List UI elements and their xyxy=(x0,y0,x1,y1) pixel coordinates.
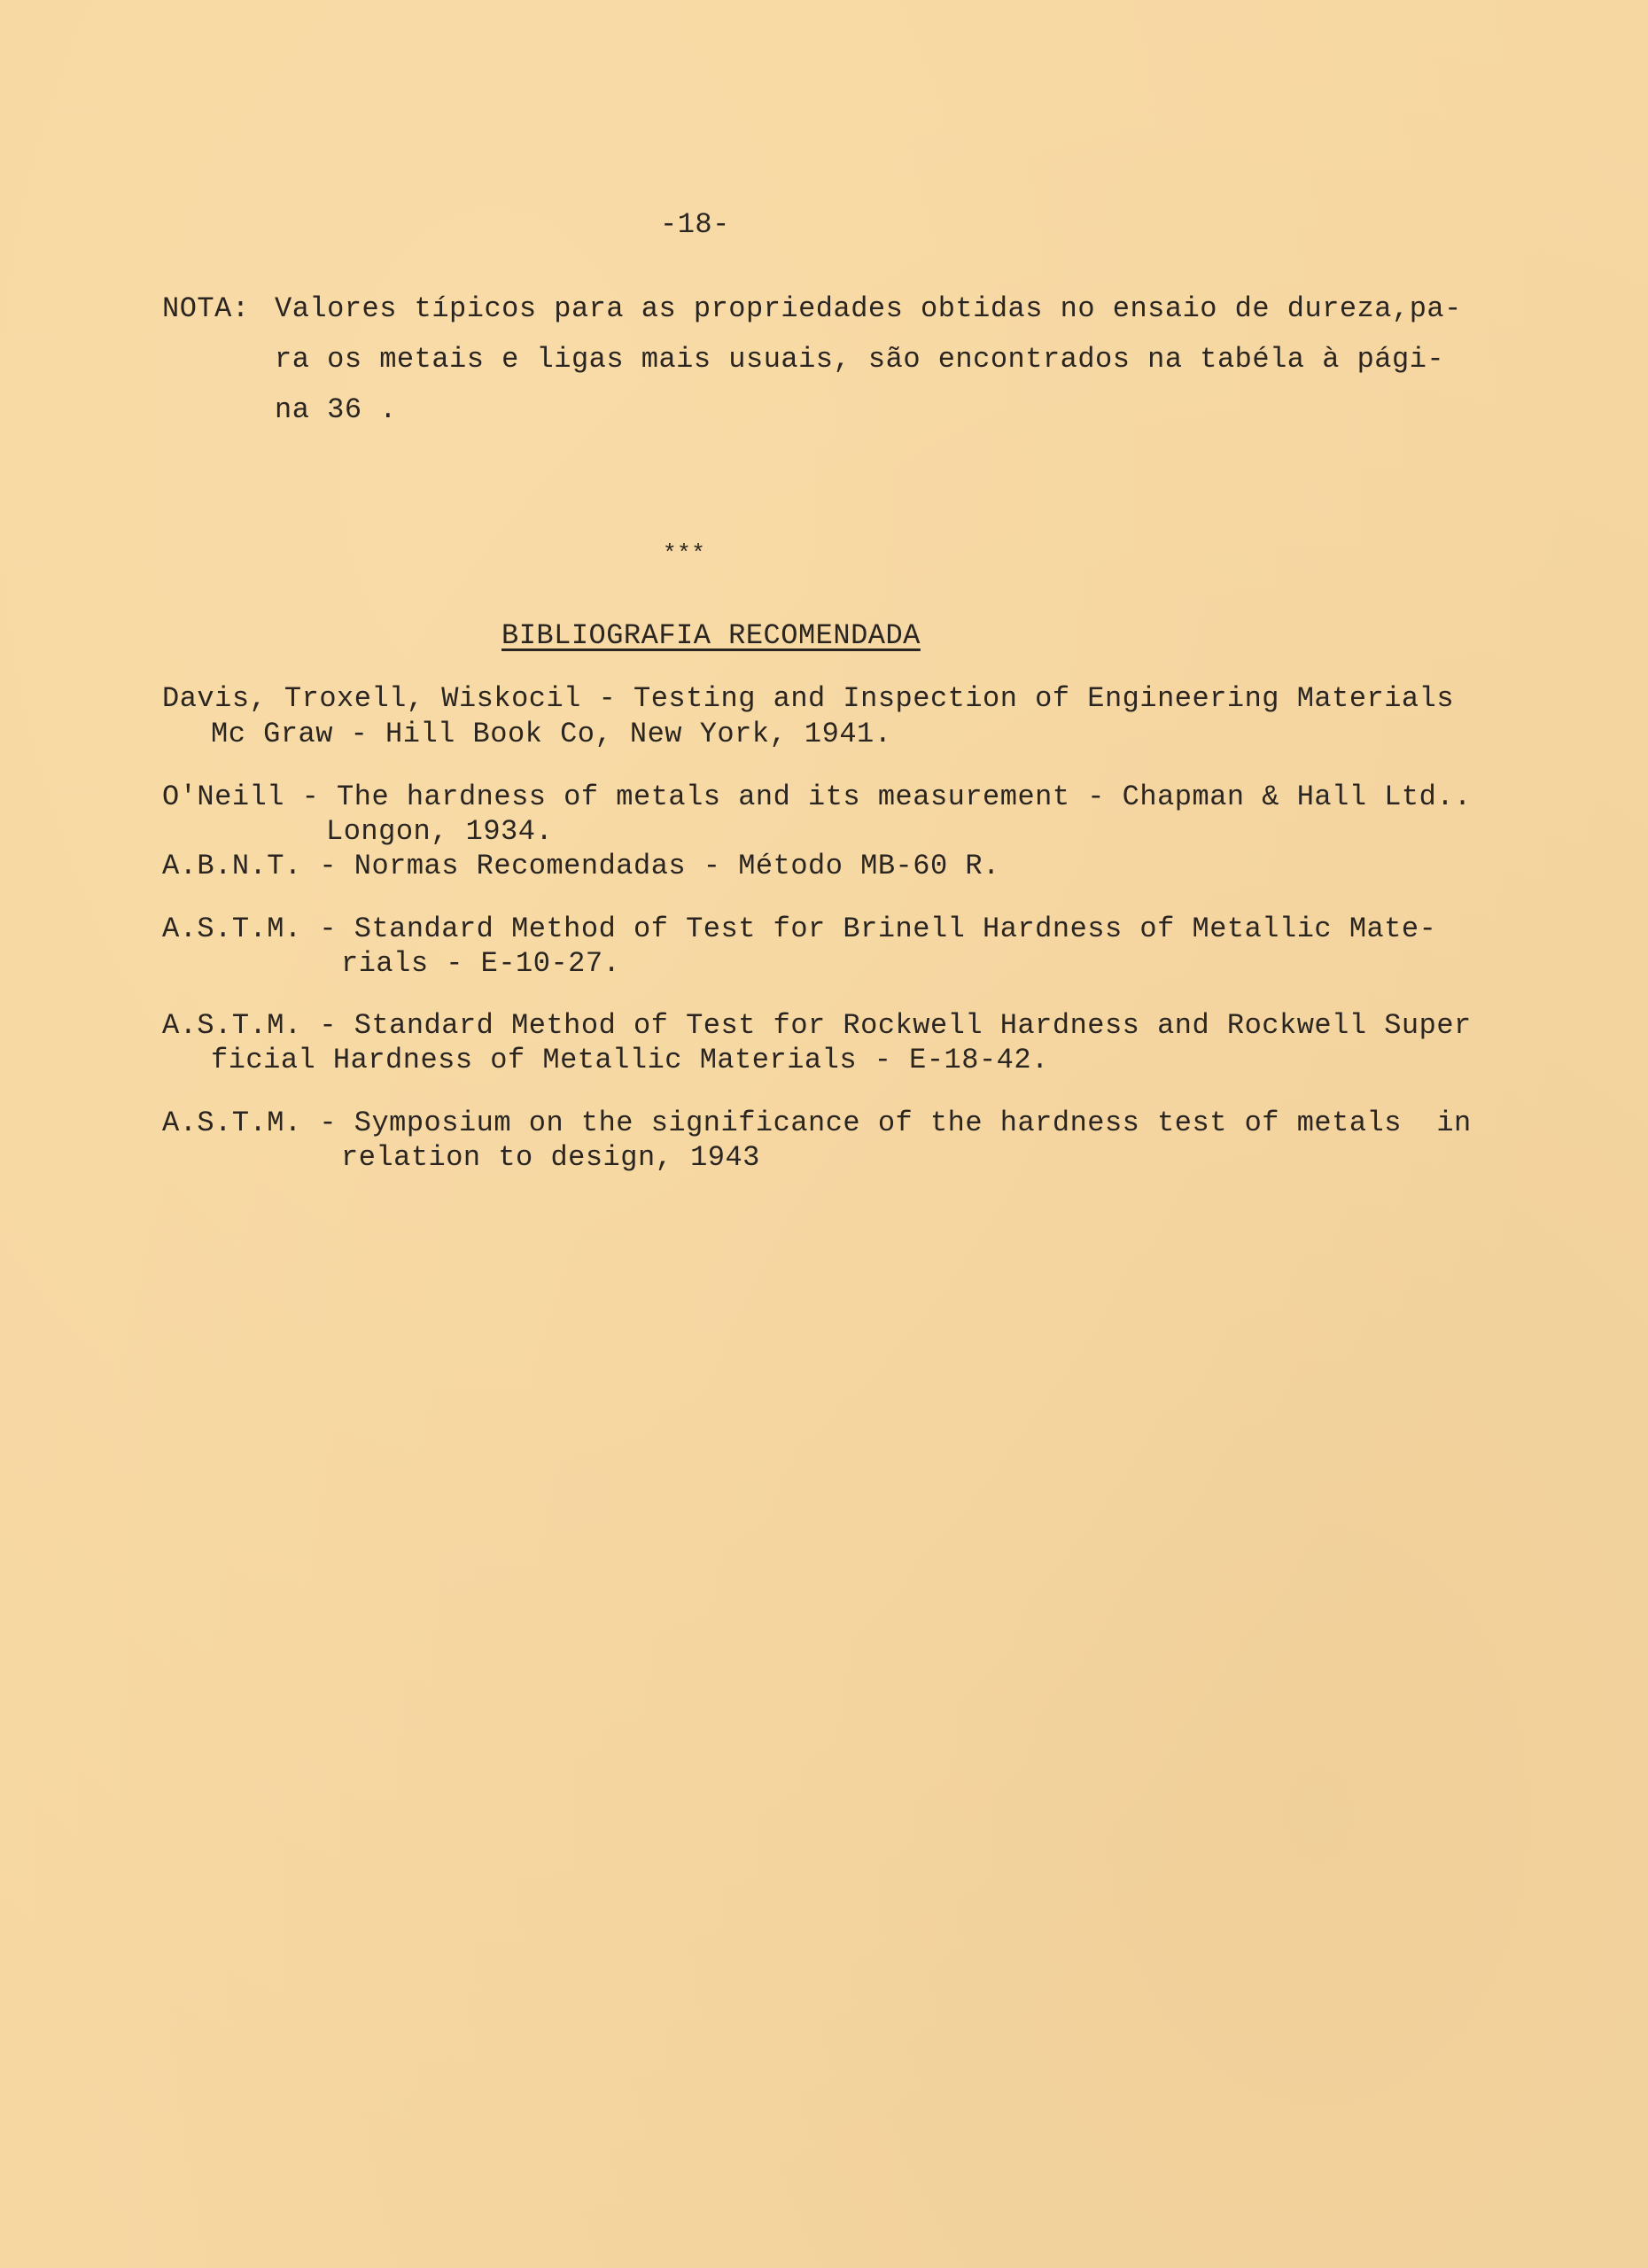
note-label: NOTA: xyxy=(162,292,250,325)
section-separator: *** xyxy=(663,540,706,567)
note-line: Valores típicos para as propriedades obtidas no ensaio de dureza,pa- xyxy=(275,292,1462,325)
bib-entry: O'Neill - The hardness of metals and its measurement - Chapman & Hall Ltd.. xyxy=(162,781,1472,813)
bibliography-title: BIBLIOGRAFIA RECOMENDADA xyxy=(501,619,921,652)
bib-entry-cont: relation to design, 1943 xyxy=(341,1141,760,1174)
note-line: ra os metais e ligas mais usuais, são encontrados na tabéla à pági- xyxy=(275,343,1445,376)
bib-entry: A.S.T.M. - Standard Method of Test for Brinell Hardness of Metallic Mate- xyxy=(162,913,1437,945)
note-line: na 36 . xyxy=(275,393,397,426)
bib-entry: A.B.N.T. - Normas Recomendadas - Método MB-60 R. xyxy=(162,850,1000,882)
bib-entry-cont: Mc Graw - Hill Book Co, New York, 1941. xyxy=(211,718,892,750)
bib-entry: A.S.T.M. - Symposium on the significance of the hardness test of metals in xyxy=(162,1107,1472,1139)
page-number: -18- xyxy=(660,208,730,241)
bib-entry: Davis, Troxell, Wiskocil - Testing and Inspection of Engineering Materials xyxy=(162,682,1455,715)
bib-entry-cont: Longon, 1934. xyxy=(326,815,554,848)
bib-entry: A.S.T.M. - Standard Method of Test for Rockwell Hardness and Rockwell Super xyxy=(162,1009,1472,1042)
bib-entry-cont: rials - E-10-27. xyxy=(341,947,621,980)
bib-entry-cont: ficial Hardness of Metallic Materials - E-18-42. xyxy=(211,1044,1049,1076)
